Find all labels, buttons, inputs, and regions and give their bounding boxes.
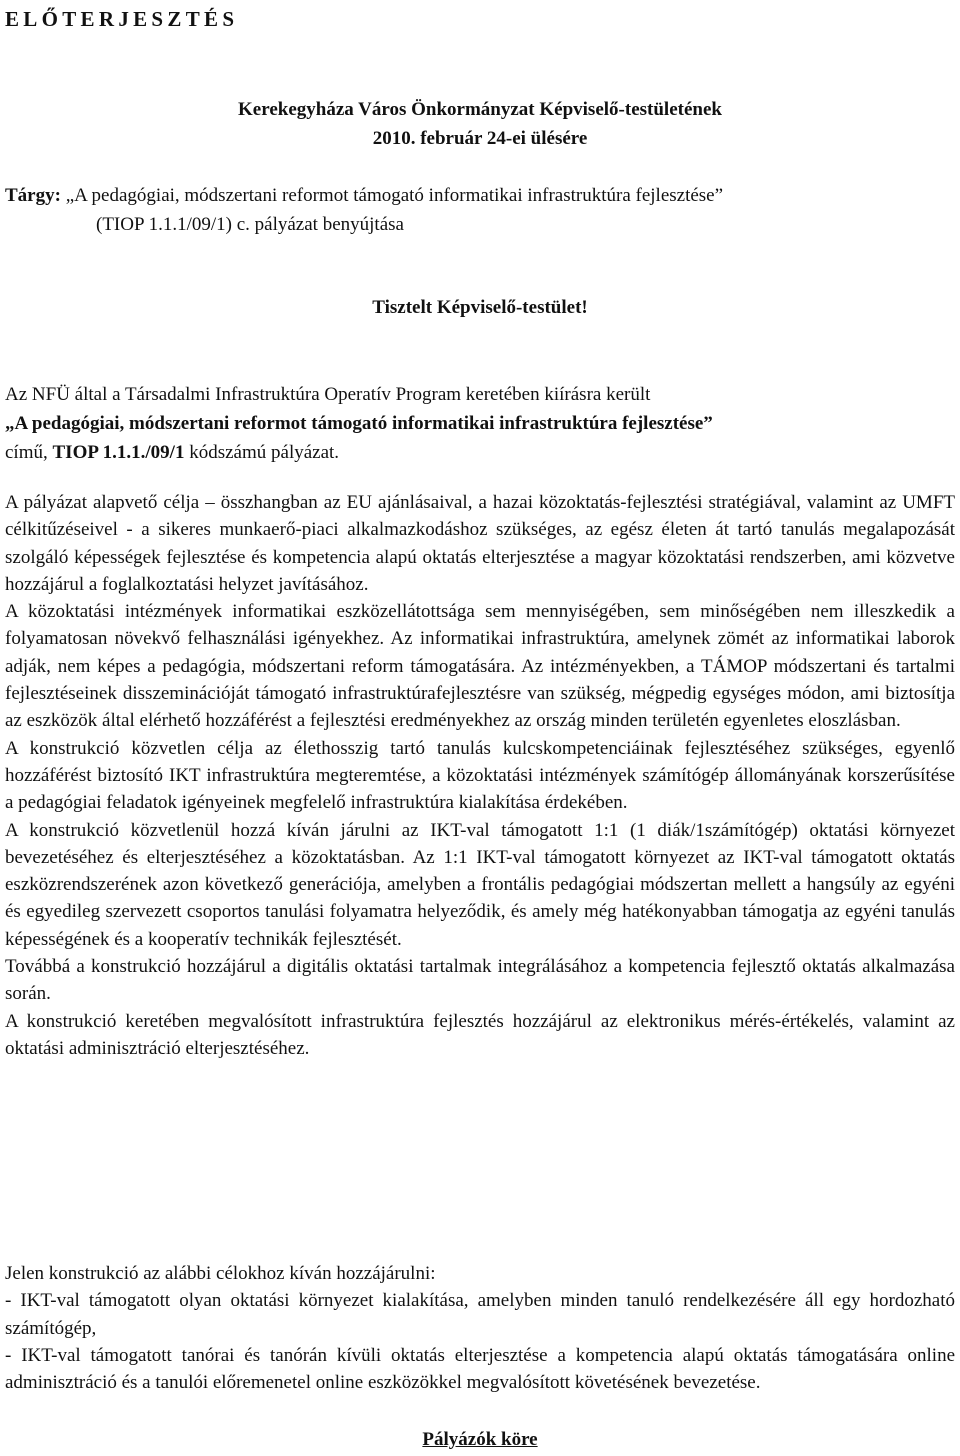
intro-prefix: című,	[5, 442, 48, 463]
subject-block	[5, 181, 955, 239]
paragraph-equipment: A közoktatási intézmények informatikai eszközellátottsága sem mennyiségében, sem minőségében nem illeszkedik a folyamatosan növekvő felhasználási igényekhez. Az informatikai infrastruktúra, amelynek zömét az informatikai laborok adják, nem képes a pedagógia, módszertani reform támogatására. Az intézményekben, a TÁMOP módszertani és tartalmi fejlesztéseinek disszeminációját támogató infrastruktúrafejlesztésre van szükség, mégpedig egységes módon, ami biztosítja az eszközök által elérhető hozzáférést a fejlesztési eredményekhez az ország minden területén egyenletes eloszlásban.	[5, 601, 955, 732]
subject-line-2: (TIOP 1.1.1/09/1) c. pályázat benyújtása	[96, 214, 404, 235]
goal-item: - IKT-val támogatott olyan oktatási környezet kialakítása, amelyben minden tanuló rendelkezésére áll egy hordozható számítógép,	[5, 1290, 955, 1339]
subject-label: Tárgy:	[5, 185, 61, 206]
paragraph-one-to-one: A konstrukció közvetlenül hozzá kíván járulni az IKT-val támogatott 1:1 (1 diák/1számítógép) oktatási környezet bevezetéséhez és elterjesztéséhez a közoktatásban. Az 1:1 IKT-val támogatott környezet az IKT-val támogatott oktatás eszközrendszerének azon következő generációja, amelyben a frontális pedagógiai módszertan mellett a hangsúly az egyéni és egyedileg szervezett csoportos tanulási folyamatra helyeződik, és amely még hatékonyabban támogatja az egyéni tanulás képességének és a kooperatív technikák fejlesztését.	[5, 819, 955, 950]
intro-line-3	[5, 438, 955, 467]
goal-item: - IKT-val támogatott tanórai és tanórán kívüli oktatás elterjesztése a kompetencia alapú oktatás támogatására online adminisztráció és a tanulói előremenetel online eszközökkel megvalósított követésének bevezetése.	[5, 1344, 955, 1394]
meeting-title-line-2: 2010. február 24-ei ülésére	[372, 128, 588, 149]
meeting-title	[0, 95, 960, 153]
paragraph-digital-content: Továbbá a konstrukció hozzájárul a digitális oktatási tartalmak integrálásához a kompetencia fejlesztő oktatás alkalmazása során.	[5, 956, 955, 1005]
document-heading: ELŐTERJESZTÉS	[5, 7, 239, 31]
goals-intro: Jelen konstrukció az alábbi célokhoz kíván hozzájárulni:	[5, 1263, 436, 1284]
intro-call-title: „A pedagógiai, módszertani reformot támogató informatikai infrastruktúra fejlesztése”	[5, 413, 713, 434]
paragraph-direct-goal: A konstrukció közvetlen célja az élethosszig tartó tanulás kulcskompetenciáinak fejlesztéséhez szükséges, egyenlő hozzáférést biztosító IKT infrastruktúra megteremtése, a közoktatási intézmények számítógép állományának korszerűsítése a pedagógiai feladatok igényeinek megfelelő infrastruktúra kialakítása érdekében.	[5, 737, 955, 814]
meeting-title-line-1: Kerekegyháza Város Önkormányzat Képviselő-testületének	[238, 99, 722, 120]
salutation: Tisztelt Képviselő-testület!	[372, 297, 588, 318]
body-text	[5, 489, 955, 1062]
intro-suffix: kódszámú pályázat.	[189, 442, 340, 463]
intro-line-1: Az NFÜ által a Társadalmi Infrastruktúra Operatív Program keretében kiírásra került	[5, 384, 651, 405]
paragraph-assessment: A konstrukció keretében megvalósított infrastruktúra fejlesztés hozzájárul az elektronikus mérés-értékelés, valamint az oktatási adminisztráció elterjesztéséhez.	[5, 1010, 955, 1059]
intro-block	[5, 380, 955, 467]
goals-block	[5, 1260, 955, 1396]
paragraph-purpose: A pályázat alapvető célja – összhangban az EU ajánlásaival, a hazai közoktatás-fejlesztési stratégiával, valamint az UMFT célkitűzéseivel - a sikeres munkaerő-piaci alkalmazkodáshoz szükséges, az egész életen át tartó tanulás megalapozását szolgáló képességek fejlesztése és kompetencia alapú oktatás elterjesztése a magyar közoktatási rendszerben, ami közvetve hozzájárul a foglalkoztatási helyzet javításához.	[5, 492, 955, 595]
subject-line-1: „A pedagógiai, módszertani reformot támogató informatikai infrastruktúra fejlesztése”	[65, 185, 724, 206]
applicants-heading: Pályázók köre	[422, 1429, 538, 1450]
intro-call-code: TIOP 1.1.1./09/1	[52, 442, 185, 463]
